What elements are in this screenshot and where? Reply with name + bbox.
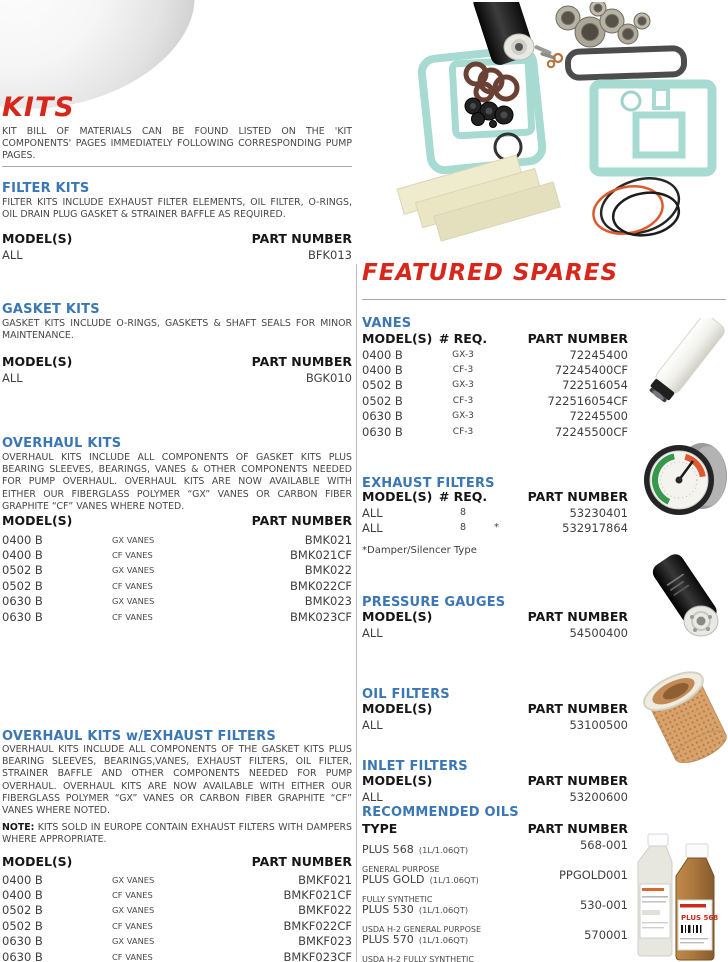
table-row	[362, 505, 628, 520]
part-cell: 72245400	[569, 347, 628, 362]
model-cell: ALL	[362, 718, 383, 732]
part-header: PART NUMBER	[251, 354, 352, 369]
section-heading-vanes: VANES	[362, 316, 412, 331]
table-row	[362, 520, 628, 535]
model-cell: 0630 B	[2, 594, 43, 609]
oil-desc: USDA H-2 GENERAL PURPOSE	[362, 925, 481, 934]
section-heading-recommended-oils: RECOMMENDED OILS	[362, 805, 519, 820]
part-header: PART NUMBER	[527, 609, 628, 624]
part-cell: BMKF022	[298, 903, 352, 918]
part-header: PART NUMBER	[527, 489, 628, 504]
table-header	[362, 331, 628, 346]
oil-size: (1L/1.06QT)	[418, 935, 469, 945]
table-row	[2, 578, 352, 593]
model-cell: 0400 B	[2, 872, 43, 887]
model-header: MODEL(S)	[362, 701, 433, 716]
part-cell: BGK010	[305, 371, 352, 385]
part-cell: 72245500	[569, 409, 628, 424]
overhaul-exhaust-table	[2, 872, 352, 962]
pressure-gauge-photo	[642, 438, 728, 520]
star-cell: *	[494, 522, 499, 534]
model-header: MODEL(S)	[362, 773, 433, 788]
table-header	[2, 854, 352, 869]
model-cell: ALL	[362, 520, 383, 535]
model-header: MODEL(S)	[2, 854, 73, 869]
table-header	[362, 701, 628, 716]
section-heading-exhaust-filters: EXHAUST FILTERS	[362, 476, 495, 491]
req-cell: CF-3	[452, 426, 474, 437]
part-cell: 53200600	[569, 790, 628, 804]
req-cell: 8	[459, 507, 467, 519]
inlet-filter-photo	[641, 663, 727, 763]
vane-type-cell: GX VANES	[112, 596, 155, 607]
part-cell: 570001	[584, 928, 628, 942]
table-row	[2, 609, 352, 624]
req-cell: CF-3	[452, 365, 474, 376]
column-divider	[356, 264, 357, 962]
table-header	[362, 821, 628, 836]
oil-size: (1L/1.06QT)	[429, 875, 479, 885]
table-header	[2, 231, 352, 246]
part-cell: BMKF021	[298, 872, 352, 887]
divider	[362, 299, 726, 300]
table-header	[362, 609, 628, 624]
section-heading-pressure-gauges: PRESSURE GAUGES	[362, 595, 506, 610]
oil-name: PLUS GOLD	[362, 873, 425, 886]
part-cell: BMKF023CF	[283, 949, 352, 962]
model-cell: 0630 B	[362, 424, 403, 439]
section-heading-oil-filters: OIL FILTERS	[362, 687, 450, 702]
part-cell: 530-001	[579, 898, 628, 912]
part-header: PART NUMBER	[527, 701, 628, 716]
overhaul-kits-table	[2, 532, 352, 624]
part-cell: PPGOLD001	[558, 868, 628, 882]
vane-type-cell: CF VANES	[112, 951, 153, 962]
part-cell: BMK021	[304, 532, 352, 547]
note-prefix: NOTE:	[2, 822, 35, 833]
table-row	[362, 626, 628, 640]
part-header: PART NUMBER	[251, 854, 352, 869]
section-heading-gasket-kits: GASKET KITS	[2, 302, 100, 317]
model-cell: ALL	[362, 790, 383, 804]
oil-row	[362, 928, 628, 962]
oil-name: PLUS 570	[362, 933, 414, 946]
part-cell: 72245400CF	[554, 363, 628, 378]
table-row	[2, 872, 352, 887]
part-cell: 568-001	[579, 838, 628, 852]
europe-note	[2, 822, 352, 846]
page-title: KITS	[2, 92, 75, 123]
exhaust-filter-photo	[641, 318, 727, 406]
part-cell: 532917864	[562, 520, 628, 535]
exhaust-filters-table	[362, 505, 628, 535]
model-cell: ALL	[362, 626, 383, 640]
vane-type-cell: GX VANES	[112, 874, 155, 885]
model-header: MODEL(S)	[2, 231, 73, 246]
table-header	[2, 513, 352, 528]
table-row	[362, 378, 628, 393]
table-row	[2, 532, 352, 547]
type-header: TYPE	[362, 821, 398, 836]
section-heading-overhaul-kits: OVERHAUL KITS	[2, 436, 122, 451]
vane-type-cell: CF VANES	[112, 920, 153, 931]
vane-type-cell: CF VANES	[112, 890, 153, 901]
req-cell: CF-3	[452, 395, 474, 406]
section-heading-inlet-filters: INLET FILTERS	[362, 759, 468, 774]
model-header: MODEL(S)	[2, 513, 73, 528]
table-header	[2, 354, 352, 369]
part-header: PART NUMBER	[251, 513, 352, 528]
model-cell: 0400 B	[2, 548, 43, 563]
part-cell: BMKF021CF	[283, 888, 352, 903]
table-row	[2, 918, 352, 933]
model-cell: ALL	[362, 505, 383, 520]
part-cell: BMK022CF	[290, 578, 352, 593]
model-cell: 0502 B	[2, 903, 43, 918]
model-cell: 0630 B	[2, 609, 43, 624]
part-cell: 53100500	[569, 718, 628, 732]
model-cell: 0502 B	[2, 578, 43, 593]
req-cell: GX-3	[452, 411, 474, 422]
vane-type-cell: GX VANES	[112, 905, 155, 916]
part-cell: 72245500CF	[554, 424, 628, 439]
part-cell: BMK022	[304, 563, 352, 578]
part-header: PART NUMBER	[527, 821, 628, 836]
featured-spares-title: FEATURED SPARES	[362, 260, 619, 286]
table-row	[362, 424, 628, 439]
table-row	[362, 362, 628, 377]
model-cell: 0630 B	[2, 934, 43, 949]
part-cell: 722516054	[562, 378, 628, 393]
gasket-kits-desc: GASKET KITS INCLUDE O-RINGS, GASKETS & SHAFT SEALS FOR MINOR MAINTENANCE.	[2, 318, 352, 342]
table-row	[362, 393, 628, 408]
table-row	[2, 547, 352, 562]
req-header: # REQ.	[438, 331, 488, 346]
model-header: MODEL(S)	[362, 609, 433, 624]
oil-name: PLUS 530	[362, 903, 414, 916]
table-row	[362, 790, 628, 804]
intro-text: KIT BILL OF MATERIALS CAN BE FOUND LISTED ON THE 'KIT COMPONENTS' PAGES IMMEDIATELY FOLLOWING CORRESPONDING PUMP PAGES.	[2, 126, 352, 162]
section-heading-filter-kits: FILTER KITS	[2, 181, 90, 196]
vane-type-cell: GX VANES	[112, 534, 155, 545]
part-cell: BFK013	[308, 248, 352, 262]
table-row	[2, 248, 352, 262]
model-header: MODEL(S)	[362, 331, 433, 346]
table-row	[362, 347, 628, 362]
model-cell: 0502 B	[2, 563, 43, 578]
part-cell: BMKF022CF	[283, 918, 352, 933]
table-header	[362, 489, 628, 504]
model-cell: 0400 B	[2, 532, 43, 547]
req-cell: GX-3	[452, 349, 474, 360]
oil-size: (1L/1.06QT)	[418, 845, 469, 855]
damper-footnote: *Damper/Silencer Type	[362, 545, 477, 556]
table-row	[362, 409, 628, 424]
oil-desc: FULLY SYNTHETIC	[362, 895, 433, 904]
model-cell: 0400 B	[2, 888, 43, 903]
model-cell: 0502 B	[362, 378, 403, 393]
part-header: PART NUMBER	[251, 231, 352, 246]
part-cell: BMK021CF	[290, 548, 352, 563]
part-cell: BMK023CF	[290, 609, 352, 624]
req-cell: 8	[459, 522, 467, 534]
oil-size: (1L/1.06QT)	[418, 905, 469, 915]
table-row	[2, 949, 352, 962]
model-cell: ALL	[2, 248, 23, 262]
filter-kits-desc: FILTER KITS INCLUDE EXHAUST FILTER ELEMENTS, OIL FILTER, O-RINGS, OIL DRAIN PLUG GASKET & STRAINER BAFFLE AS REQUIRED.	[2, 197, 352, 221]
part-header: PART NUMBER	[527, 331, 628, 346]
overhaul-exhaust-desc: OVERHAUL KITS INCLUDE ALL COMPONENTS OF THE GASKET KITS PLUS BEARING SLEEVES, BEARINGS,VANES, EXHAUST FILTERS, OIL FILTER, STRAINER BAFFLE AND OTHER COMPONENTS NEEDED FOR PUMP OVERHAUL. OVERHAUL KITS ARE NOW AVAILABLE WITH EITHER OUR FIBERGLASS POLYMER “GX” VANES OR CARBON FIBER GRAPHITE “CF” VANES WHERE NOTED.	[2, 744, 352, 817]
model-header: MODEL(S)	[362, 489, 433, 504]
table-row	[2, 594, 352, 609]
divider	[2, 166, 352, 167]
model-cell: 0400 B	[362, 347, 403, 362]
model-cell: 0630 B	[2, 949, 43, 962]
table-row	[2, 371, 352, 385]
req-header: # REQ.	[438, 489, 488, 504]
table-header	[362, 773, 628, 788]
table-row	[362, 718, 628, 732]
svg-text:PLUS 568: PLUS 568	[681, 914, 719, 922]
oil-name: PLUS 568	[362, 843, 414, 856]
table-row	[2, 563, 352, 578]
vane-type-cell: GX VANES	[112, 936, 155, 947]
vanes-table	[362, 347, 628, 439]
model-cell: 0400 B	[362, 363, 403, 378]
part-header: PART NUMBER	[527, 773, 628, 788]
oil-filter-photo	[645, 550, 728, 640]
model-cell: 0502 B	[2, 918, 43, 933]
oil-desc: GENERAL PURPOSE	[362, 865, 440, 874]
req-cell: GX-3	[452, 380, 474, 391]
model-cell: 0502 B	[362, 393, 403, 408]
section-heading-overhaul-exhaust-kits: OVERHAUL KITS w/EXHAUST FILTERS	[2, 729, 276, 744]
table-row	[2, 903, 352, 918]
kit-contents-photo	[388, 2, 728, 255]
overhaul-kits-desc: OVERHAUL KITS INCLUDE ALL COMPONENTS OF GASKET KITS PLUS BEARING SLEEVES, BEARINGS, VANES & OTHER COMPONENTS NEEDED FOR PUMP OVERHAUL. OVERHAUL KITS ARE NOW AVAILABLE WITH EITHER OUR FIBERGLASS POLYMER “GX” VANES OR CARBON FIBER GRAPHITE “CF” VANES WHERE NOTED.	[2, 452, 352, 512]
vane-type-cell: CF VANES	[112, 580, 153, 591]
oil-bottles-photo	[632, 826, 728, 962]
model-cell: ALL	[2, 371, 23, 385]
part-cell: 722516054CF	[547, 393, 628, 408]
table-row	[2, 934, 352, 949]
oil-desc: USDA H-2 FULLY SYNTHETIC	[362, 955, 474, 962]
note-text: KITS SOLD IN EUROPE CONTAIN EXHAUST FILTERS WITH DAMPERS WHERE APPROPRIATE.	[2, 822, 352, 846]
part-cell: BMKF023	[298, 934, 352, 949]
vane-type-cell: CF VANES	[112, 611, 153, 622]
part-cell: BMK023	[304, 594, 352, 609]
part-cell: 54500400	[569, 626, 628, 640]
vane-type-cell: CF VANES	[112, 550, 153, 561]
table-row	[2, 887, 352, 902]
model-header: MODEL(S)	[2, 354, 73, 369]
model-cell: 0630 B	[362, 409, 403, 424]
part-cell: 53230401	[569, 505, 628, 520]
vane-type-cell: GX VANES	[112, 565, 155, 576]
